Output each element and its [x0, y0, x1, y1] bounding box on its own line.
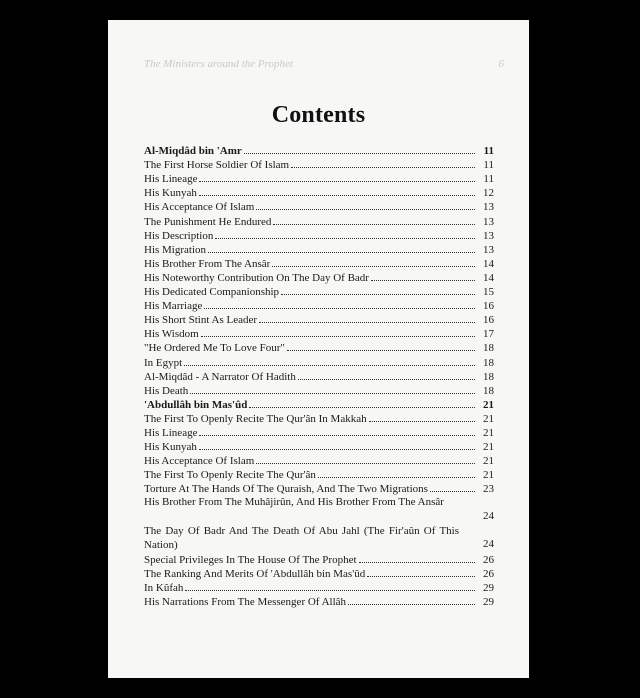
toc-page-number: 16 — [483, 314, 494, 327]
toc-entry-title: The Day Of Badr And The Death Of Abu Jahl (The Fir'aûn Of This Nation) — [144, 524, 459, 551]
page-title: Contents — [271, 102, 366, 128]
toc-page-number: 13 — [483, 243, 494, 256]
toc-entry-title: In Egypt — [144, 356, 183, 369]
toc-entry — [144, 326, 494, 340]
toc-entry-title: His Lineage — [144, 426, 198, 439]
toc-page-number: 21 — [483, 398, 494, 411]
toc-chapter-entry — [144, 143, 494, 157]
toc-page-number: 15 — [483, 286, 494, 299]
dot-leader — [318, 477, 475, 478]
toc-page-number: 24 — [483, 509, 494, 522]
dot-leader — [256, 209, 475, 210]
toc-entry — [144, 369, 494, 383]
book-page — [108, 20, 529, 678]
toc-entry — [144, 157, 494, 171]
dot-leader — [199, 195, 475, 196]
toc-page-number: 13 — [483, 215, 494, 228]
toc-page-number: 21 — [483, 441, 494, 454]
toc-page-number: 26 — [483, 553, 494, 566]
dot-leader — [291, 167, 475, 168]
ghost-page-number: 6 — [498, 58, 504, 70]
toc-page-number: 21 — [483, 455, 494, 468]
toc-entry-title: His Acceptance Of Islam — [144, 201, 255, 214]
toc-page-number: 18 — [483, 370, 494, 383]
toc-entry — [144, 383, 494, 397]
toc-entry — [144, 213, 494, 227]
toc-page-number: 11 — [483, 173, 494, 186]
dot-leader — [298, 379, 475, 380]
toc-page-number: 14 — [483, 271, 494, 284]
toc-entry-title: His Narrations From The Messenger Of Allâh — [144, 596, 347, 609]
toc-page-number: 18 — [483, 342, 494, 355]
toc-page-number: 13 — [483, 229, 494, 242]
dot-leader — [190, 393, 475, 394]
toc-page-number: 26 — [483, 567, 494, 580]
dot-leader — [199, 449, 475, 450]
toc-page-number: 29 — [483, 582, 494, 594]
toc-entry — [144, 524, 494, 552]
toc-page-number: 16 — [483, 300, 494, 313]
toc-page-number: 18 — [483, 384, 494, 397]
dot-leader — [215, 238, 475, 239]
toc-entry-title: His Marriage — [144, 300, 203, 313]
toc-entry-title: Torture At The Hands Of The Quraish, And The Two Migrations — [144, 483, 428, 496]
toc-entry-title: Al-Miqdâd - A Narrator Of Hadith — [144, 370, 296, 383]
toc-entry — [144, 354, 494, 368]
toc-entry-title: His Wisdom — [144, 328, 199, 341]
toc-entry — [144, 481, 494, 495]
toc-entry — [144, 256, 494, 270]
dot-leader — [367, 576, 475, 577]
dot-leader — [371, 280, 475, 281]
dot-leader — [256, 463, 475, 464]
toc-chapter-entry — [144, 397, 494, 411]
toc-entry — [144, 411, 494, 425]
dot-leader — [273, 224, 475, 225]
dot-leader — [281, 294, 475, 295]
toc-page-number: 29 — [483, 596, 494, 609]
toc-entry-title: Al-Miqdâd bin 'Amr — [144, 145, 242, 158]
toc-page-number: 18 — [483, 356, 494, 369]
toc-page-number: 11 — [483, 145, 494, 158]
toc-page-number: 11 — [483, 159, 494, 172]
toc-entry — [144, 425, 494, 439]
toc-entry-title: The Punishment He Endured — [144, 215, 272, 228]
toc-entry — [144, 580, 494, 594]
toc-entry — [144, 242, 494, 256]
toc-page-number: 13 — [483, 201, 494, 214]
toc-entry — [144, 185, 494, 199]
toc-entry — [144, 284, 494, 298]
toc-entry-title: His Kunyah — [144, 441, 197, 454]
toc-entry-title: 'Abdullâh bin Mas'ûd — [144, 398, 248, 411]
toc-entry — [144, 467, 494, 481]
toc-entry-title: The First To Openly Recite The Qur'ân In Makkah — [144, 412, 367, 425]
toc-entry — [144, 312, 494, 326]
dot-leader — [208, 252, 475, 253]
dot-leader — [272, 266, 475, 267]
toc-entry — [144, 298, 494, 312]
toc-entry — [144, 199, 494, 213]
toc-page-number: 14 — [483, 257, 494, 270]
toc-entry — [144, 594, 494, 608]
toc-entry — [144, 340, 494, 354]
dot-leader — [244, 153, 475, 154]
toc-entry-title: His Kunyah — [144, 187, 197, 200]
toc-entry — [144, 171, 494, 185]
toc-entry-title: His Dedicated Companionship — [144, 286, 280, 299]
toc-entry — [144, 566, 494, 580]
toc-entry-title: "He Ordered Me To Love Four" — [144, 342, 285, 355]
dot-leader — [287, 350, 475, 351]
toc-page-number: 17 — [483, 328, 494, 341]
toc-page-number: 21 — [483, 469, 494, 482]
toc-entry-title: His Migration — [144, 243, 207, 256]
dot-leader — [259, 322, 475, 323]
toc-entry — [144, 552, 494, 566]
toc-entry-title: His Acceptance Of Islam — [144, 455, 255, 468]
toc-entry — [144, 270, 494, 284]
dot-leader — [184, 365, 475, 366]
toc-entry-title: His Death — [144, 384, 189, 397]
toc-entry-title: In Kûfah — [144, 582, 184, 594]
toc-entry-title: His Description — [144, 229, 214, 242]
toc-page-number: 12 — [483, 187, 494, 200]
dot-leader — [199, 181, 475, 182]
toc-entry-title: His Brother From The Muhâjirûn, And His Brother From The Ansâr — [144, 496, 444, 509]
dot-leader — [199, 435, 475, 436]
dot-leader — [430, 491, 475, 492]
dot-leader — [185, 590, 475, 591]
toc-entry — [144, 453, 494, 467]
toc-entry — [144, 228, 494, 242]
dot-leader — [204, 308, 475, 309]
toc-entry-title: The First Horse Soldier Of Islam — [144, 159, 290, 172]
dot-leader — [201, 336, 475, 337]
toc-entry-title: His Lineage — [144, 173, 198, 186]
dot-leader — [348, 604, 475, 605]
toc-page-number: 24 — [483, 537, 494, 550]
table-of-contents — [144, 143, 494, 608]
toc-page-number: 23 — [483, 483, 494, 496]
toc-page-number: 21 — [483, 412, 494, 425]
toc-entry-title: The Ranking And Merits Of 'Abdullâh bin Mas'ûd — [144, 567, 366, 580]
toc-entry — [144, 495, 494, 523]
toc-entry-title: His Brother From The Ansâr — [144, 257, 271, 270]
dot-leader — [369, 421, 475, 422]
toc-entry-title: The First To Openly Recite The Qur'ân — [144, 469, 316, 482]
ghost-header-text: The Ministers around the Prophet — [144, 58, 293, 70]
toc-page-number: 21 — [483, 426, 494, 439]
dot-leader — [359, 562, 475, 563]
toc-entry-title: Special Privileges In The House Of The Prophet — [144, 553, 357, 566]
toc-entry — [144, 439, 494, 453]
toc-entry-title: His Short Stint As Leader — [144, 314, 258, 327]
toc-entry-title: His Noteworthy Contribution On The Day Of Badr — [144, 271, 369, 284]
bleed-through-header — [144, 58, 504, 70]
dot-leader — [249, 407, 475, 408]
